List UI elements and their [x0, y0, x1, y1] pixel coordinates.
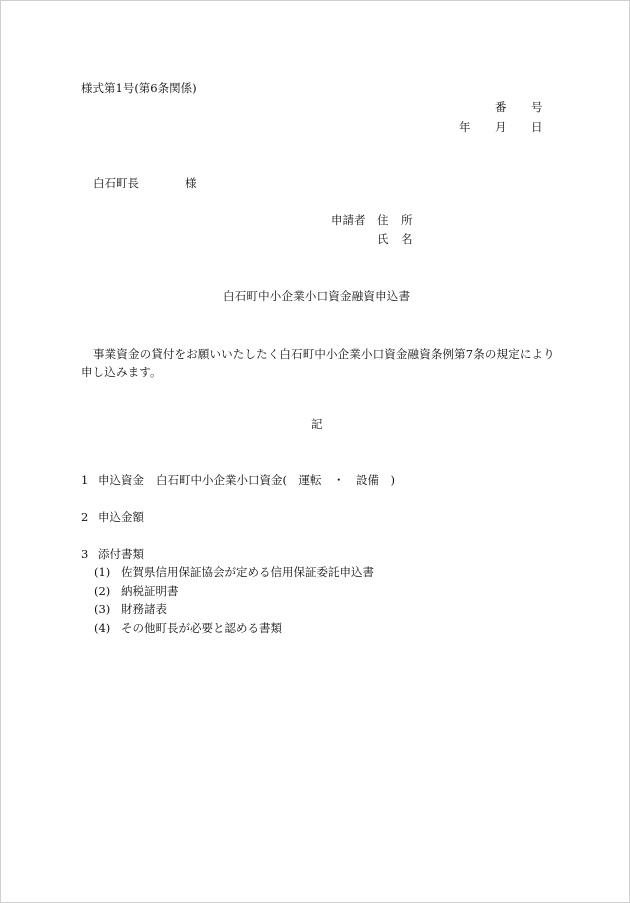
addressee-honorific: 様 — [185, 176, 197, 190]
date-month-label: 月 — [495, 120, 507, 134]
item-number: 2 — [81, 510, 89, 524]
number-label-go: 号 — [531, 100, 543, 114]
document-title: 白石町中小企業小口資金融資申込書 — [223, 289, 411, 303]
name-label-2: 名 — [401, 232, 413, 246]
item-number: 3 — [81, 547, 89, 561]
attachment-item: 納税証明書 — [121, 584, 179, 598]
date-year-label: 年 — [459, 120, 471, 134]
ki-heading: 記 — [311, 417, 323, 431]
applicant-label: 申請者 — [331, 213, 366, 227]
addressee-name: 白石町長 — [93, 176, 139, 190]
item-label: 申込金額 — [98, 510, 144, 524]
attachment-number: (3) — [94, 602, 111, 616]
item-number: 1 — [81, 473, 89, 487]
item-label: 添付書類 — [98, 547, 144, 561]
number-label-ban: 番 — [495, 100, 507, 114]
document-body: 事業資金の貸付をお願いいたしたく白石町中小企業小口資金融資条例第7条の規定により申し込みます。 — [81, 347, 555, 379]
form-id: 様式第1号(第6条関係) — [81, 81, 197, 95]
address-label-2: 所 — [401, 213, 413, 227]
date-day-label: 日 — [531, 120, 543, 134]
attachment-item: 佐賀県信用保証協会が定める信用保証委託申込書 — [121, 565, 374, 579]
item-label: 申込資金 — [98, 473, 144, 487]
name-label-1: 氏 — [377, 232, 389, 246]
attachment-item: 財務諸表 — [121, 602, 167, 616]
attachment-number: (2) — [94, 584, 111, 598]
attachment-number: (1) — [94, 565, 111, 579]
item-value: 白石町中小企業小口資金( 運転 ・ 設備 ) — [156, 473, 395, 487]
address-label-1: 住 — [377, 213, 389, 227]
attachment-item: その他町長が必要と認める書類 — [121, 621, 282, 635]
attachment-number: (4) — [94, 621, 111, 635]
